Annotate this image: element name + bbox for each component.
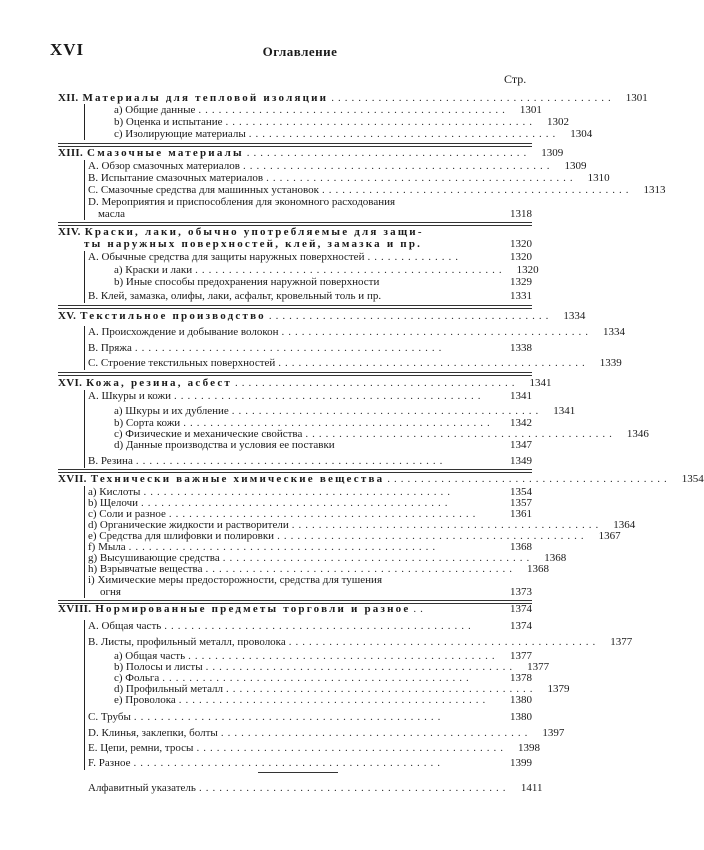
chapter-number: XVIII. bbox=[58, 603, 92, 615]
leader-dots: .............................................. bbox=[188, 650, 499, 662]
chapter-title: Краски, лаки, обычно употребляемые для защи- bbox=[84, 226, 424, 238]
entry-label: A. Обзор смазочных материалов bbox=[88, 160, 240, 172]
page-ref: 1334 bbox=[563, 310, 586, 322]
entry-label: c) Физические и механические свойства bbox=[114, 428, 303, 440]
entry-label: b) Иные способы предохранения наружной поверхности bbox=[114, 276, 380, 288]
entry-label: b) Щелочи bbox=[88, 497, 139, 509]
index-divider bbox=[258, 772, 338, 773]
chapter-number: XII. bbox=[58, 92, 79, 104]
entry-label: c) Изолирующие материалы bbox=[114, 128, 246, 140]
chapter-title-continued: ты наружных поверхностей, клей, замазка и пр. bbox=[84, 238, 423, 250]
toc-entry bbox=[88, 620, 532, 633]
leader-dots: .............................................. bbox=[128, 541, 440, 553]
leader-dots: .............................................. bbox=[198, 782, 510, 794]
leader-dots: .............................................. bbox=[226, 683, 537, 695]
page-ref: 1338 bbox=[510, 342, 532, 354]
page-ref: 1368 bbox=[510, 541, 532, 553]
leader-dots: .............................................. bbox=[168, 508, 480, 520]
entry-label: a) Общая часть bbox=[114, 650, 186, 662]
leader-dots: .............................................. bbox=[164, 620, 475, 632]
entry-label: a) Общие данные bbox=[114, 104, 196, 116]
page-ref: 1341 bbox=[553, 405, 576, 417]
page-ref: 1341 bbox=[510, 390, 532, 402]
section-rule bbox=[84, 160, 93, 220]
chapter-title: Кожа, резина, асбест bbox=[86, 377, 233, 389]
entry-label: e) Средства для шлифовки и полировки bbox=[88, 530, 275, 542]
section-separator bbox=[58, 305, 532, 309]
entry-label: B. Испытание смазочных материалов bbox=[88, 172, 264, 184]
entry-label: E. Цепи, ремни, тросы bbox=[88, 742, 194, 754]
toc-entry bbox=[88, 251, 532, 264]
page-ref: 1374 bbox=[510, 603, 532, 615]
entry-label: i) Химические меры предосторожности, средства для тушения bbox=[88, 574, 382, 586]
section-rule bbox=[84, 251, 93, 303]
leader-dots: .............................................. bbox=[143, 486, 454, 498]
section-rule bbox=[84, 104, 93, 140]
page-ref: 1309 bbox=[564, 160, 587, 172]
page-number: XVI bbox=[50, 40, 85, 59]
chapter-title: Нормированные предметы торговли и разное bbox=[95, 603, 411, 615]
page-ref: 1367 bbox=[598, 530, 621, 542]
page-ref: 1342 bbox=[510, 417, 532, 429]
toc-entry bbox=[100, 586, 532, 599]
leader-dots: .............................................. bbox=[225, 116, 536, 128]
page-ref: 1373 bbox=[510, 586, 532, 598]
page-ref: 1380 bbox=[510, 694, 532, 706]
chapter-number: XIII. bbox=[58, 147, 84, 159]
page-ref: 1361 bbox=[510, 508, 532, 520]
leader-dots: .............................................. bbox=[135, 455, 447, 467]
toc-entry bbox=[88, 742, 540, 755]
leader-dots: .......................................... bbox=[268, 310, 553, 322]
leader-dots: .............................................. bbox=[321, 184, 633, 196]
chapter-title: Смазочные материалы bbox=[87, 147, 244, 159]
page-ref: 1334 bbox=[603, 326, 625, 338]
toc-entry bbox=[88, 727, 565, 740]
page-ref: 1302 bbox=[547, 116, 569, 128]
leader-dots: .............................................. bbox=[133, 711, 445, 723]
entry-label: F. Разное bbox=[88, 757, 131, 769]
page-ref: 1368 bbox=[526, 563, 549, 575]
page-title: Оглавление bbox=[262, 44, 338, 59]
entry-label: a) Краски и лаки bbox=[114, 264, 193, 276]
toc-entry bbox=[98, 208, 532, 221]
entry-label: A. Общая часть bbox=[88, 620, 162, 632]
page-ref: 1341 bbox=[529, 377, 552, 389]
page-ref: 1354 bbox=[681, 473, 704, 485]
toc-entry bbox=[114, 694, 532, 707]
page-ref: 1377 bbox=[610, 636, 633, 648]
entry-label: Алфавитный указатель bbox=[88, 782, 196, 794]
page-ref: 1377 bbox=[510, 650, 532, 662]
toc-chapter-15 bbox=[58, 310, 586, 323]
leader-dots: .............................................. bbox=[178, 694, 490, 706]
toc-entry bbox=[88, 326, 625, 339]
page-ref: 1346 bbox=[626, 428, 649, 440]
entry-label: D. Мероприятия и приспособления для экономного расходования bbox=[88, 196, 396, 208]
leader-dots: .......................................... bbox=[331, 92, 615, 104]
page-ref: 1398 bbox=[517, 742, 540, 754]
page-ref: 1379 bbox=[547, 683, 570, 695]
leader-dots: .............................................. bbox=[231, 405, 543, 417]
leader-dots: .............................................. bbox=[277, 530, 588, 542]
section-rule bbox=[84, 390, 93, 468]
toc-entry bbox=[88, 455, 532, 468]
leader-dots: .............................................. bbox=[141, 497, 452, 509]
chapter-number: XIV. bbox=[58, 226, 81, 238]
entry-label: B. Резина bbox=[88, 455, 133, 467]
leader-dots: .............................................. bbox=[291, 519, 603, 531]
page-ref: 1320 bbox=[510, 251, 532, 263]
entry-label: d) Профильный металл bbox=[114, 683, 224, 695]
entry-label: C. Смазочные средства для машинных установок bbox=[88, 184, 319, 196]
entry-label: огня bbox=[100, 586, 121, 598]
page-ref: 1377 bbox=[527, 661, 550, 673]
entry-label: d) Органические жидкости и растворители bbox=[88, 519, 289, 531]
leader-dots: .............................................. bbox=[205, 563, 516, 575]
page-ref: 1380 bbox=[510, 711, 532, 723]
entry-label: B. Пряжа bbox=[88, 342, 132, 354]
entry-label: c) Соли и разное bbox=[88, 508, 166, 520]
entry-label: e) Проволока bbox=[114, 694, 176, 706]
entry-label: C. Трубы bbox=[88, 711, 131, 723]
chapter-number: XVII. bbox=[58, 473, 87, 485]
leader-dots: .............................................. bbox=[220, 727, 532, 739]
entry-label: g) Высушивающие средства bbox=[88, 552, 220, 564]
leader-dots: .............................................. bbox=[196, 742, 507, 754]
page-ref: 1354 bbox=[510, 486, 532, 498]
page-ref: 1364 bbox=[613, 519, 636, 531]
page-ref: 1301 bbox=[625, 92, 648, 104]
page-ref: 1357 bbox=[510, 497, 532, 509]
entry-label: a) Кислоты bbox=[88, 486, 141, 498]
page-ref: 1374 bbox=[510, 620, 532, 632]
page-ref: 1339 bbox=[599, 357, 622, 369]
section-rule bbox=[84, 620, 93, 770]
page-ref: 1301 bbox=[519, 104, 542, 116]
page-ref: 1304 bbox=[570, 128, 593, 140]
chapter-title: Материалы для тепловой изоляции bbox=[82, 92, 329, 104]
chapter-number: XVI. bbox=[58, 377, 83, 389]
page-ref: 1320 bbox=[510, 238, 532, 250]
chapter-number: XV. bbox=[58, 310, 77, 322]
leader-dots: .............................................. bbox=[242, 160, 554, 172]
leader-dots: .............................................. bbox=[174, 390, 485, 402]
page-ref: 1378 bbox=[510, 672, 532, 684]
toc-index bbox=[88, 782, 543, 795]
leader-dots: .............................................. bbox=[205, 661, 517, 673]
toc-entry bbox=[114, 128, 593, 141]
page-ref: 1331 bbox=[510, 290, 532, 302]
toc-entry bbox=[114, 276, 532, 289]
leader-dots: .............................................. bbox=[248, 128, 560, 140]
toc-entry bbox=[114, 439, 532, 452]
leader-dots: .............................................. bbox=[134, 342, 446, 354]
entry-label: f) Мыла bbox=[88, 541, 126, 553]
chapter-title: Текстильное производство bbox=[80, 310, 266, 322]
leader-dots: .............................................. bbox=[305, 428, 616, 440]
leader-dots: .............................................. bbox=[195, 264, 506, 276]
page-ref: 1320 bbox=[516, 264, 539, 276]
leader-dots: .......................................... bbox=[387, 473, 671, 485]
section-rule bbox=[84, 486, 93, 598]
entry-label: масла bbox=[98, 208, 126, 220]
entry-label: D. Клинья, заклепки, болты bbox=[88, 727, 218, 739]
page-ref: 1411 bbox=[520, 782, 543, 794]
toc-chapter-13 bbox=[58, 147, 564, 160]
entry-label: C. Строение текстильных поверхностей bbox=[88, 357, 276, 369]
leader-dots: .............................................. bbox=[288, 636, 600, 648]
toc-entry bbox=[88, 757, 532, 770]
entry-label: b) Сорта кожи bbox=[114, 417, 181, 429]
page-ref: 1313 bbox=[643, 184, 666, 196]
toc-entry bbox=[88, 636, 633, 649]
leader-dots: .......................................... bbox=[235, 377, 519, 389]
toc-entry bbox=[88, 342, 532, 355]
entry-label: B. Листы, профильный металл, проволока bbox=[88, 636, 286, 648]
entry-label: A. Происхождение и добывание волокон bbox=[88, 326, 279, 338]
page-ref: 1329 bbox=[510, 276, 532, 288]
leader-dots: .............................................. bbox=[162, 672, 473, 684]
chapter-title: Технически важные химические вещества bbox=[90, 473, 385, 485]
leader-dots: .............................................. bbox=[198, 104, 509, 116]
toc-entry bbox=[88, 357, 622, 370]
leader-dots: .. bbox=[413, 603, 427, 615]
toc-entry bbox=[88, 290, 532, 303]
section-separator bbox=[58, 372, 532, 376]
entry-label: a) Шкуры и их дубление bbox=[114, 405, 229, 417]
leader-dots: .............................................. bbox=[133, 757, 444, 769]
leader-dots: .............................................. bbox=[278, 357, 589, 369]
page-ref: 1309 bbox=[541, 147, 564, 159]
page-ref: 1310 bbox=[587, 172, 610, 184]
leader-dots: .............................................. bbox=[266, 172, 577, 184]
leader-dots: .............................................. bbox=[281, 326, 592, 338]
entry-label: c) Фольга bbox=[114, 672, 160, 684]
toc-entry bbox=[88, 390, 532, 403]
page-ref: 1318 bbox=[510, 208, 532, 220]
entry-label: h) Взрывчатые вещества bbox=[88, 563, 203, 575]
toc-entry bbox=[88, 711, 532, 724]
leader-dots: .............................................. bbox=[222, 552, 534, 564]
toc-chapter-16 bbox=[58, 377, 552, 390]
page-ref: 1349 bbox=[510, 455, 532, 467]
page-column-heading: Стр. bbox=[504, 72, 527, 86]
leader-dots: .......................................... bbox=[246, 147, 531, 159]
entry-label: b) Оценка и испытание bbox=[114, 116, 223, 128]
entry-label: B. Клей, замазка, олифы, лаки, асфальт, кровельный толь и пр. bbox=[88, 290, 382, 302]
entry-label: A. Обычные средства для защиты наружных поверхностей bbox=[88, 251, 365, 263]
leader-dots: .............................................. bbox=[183, 417, 494, 429]
section-rule bbox=[84, 326, 93, 370]
leader-dots: .............. bbox=[367, 251, 462, 263]
page-ref: 1347 bbox=[510, 439, 532, 451]
entry-label: A. Шкуры и кожи bbox=[88, 390, 172, 402]
toc-chapter-18 bbox=[58, 603, 532, 616]
entry-label: b) Полосы и листы bbox=[114, 661, 203, 673]
entry-label: d) Данные производства и условия ее поставки bbox=[114, 439, 335, 451]
page-ref: 1397 bbox=[542, 727, 565, 739]
page-ref: 1368 bbox=[544, 552, 567, 564]
toc-chapter-14 bbox=[84, 238, 532, 251]
page-ref: 1399 bbox=[510, 757, 532, 769]
toc-chapter-17 bbox=[58, 473, 704, 486]
